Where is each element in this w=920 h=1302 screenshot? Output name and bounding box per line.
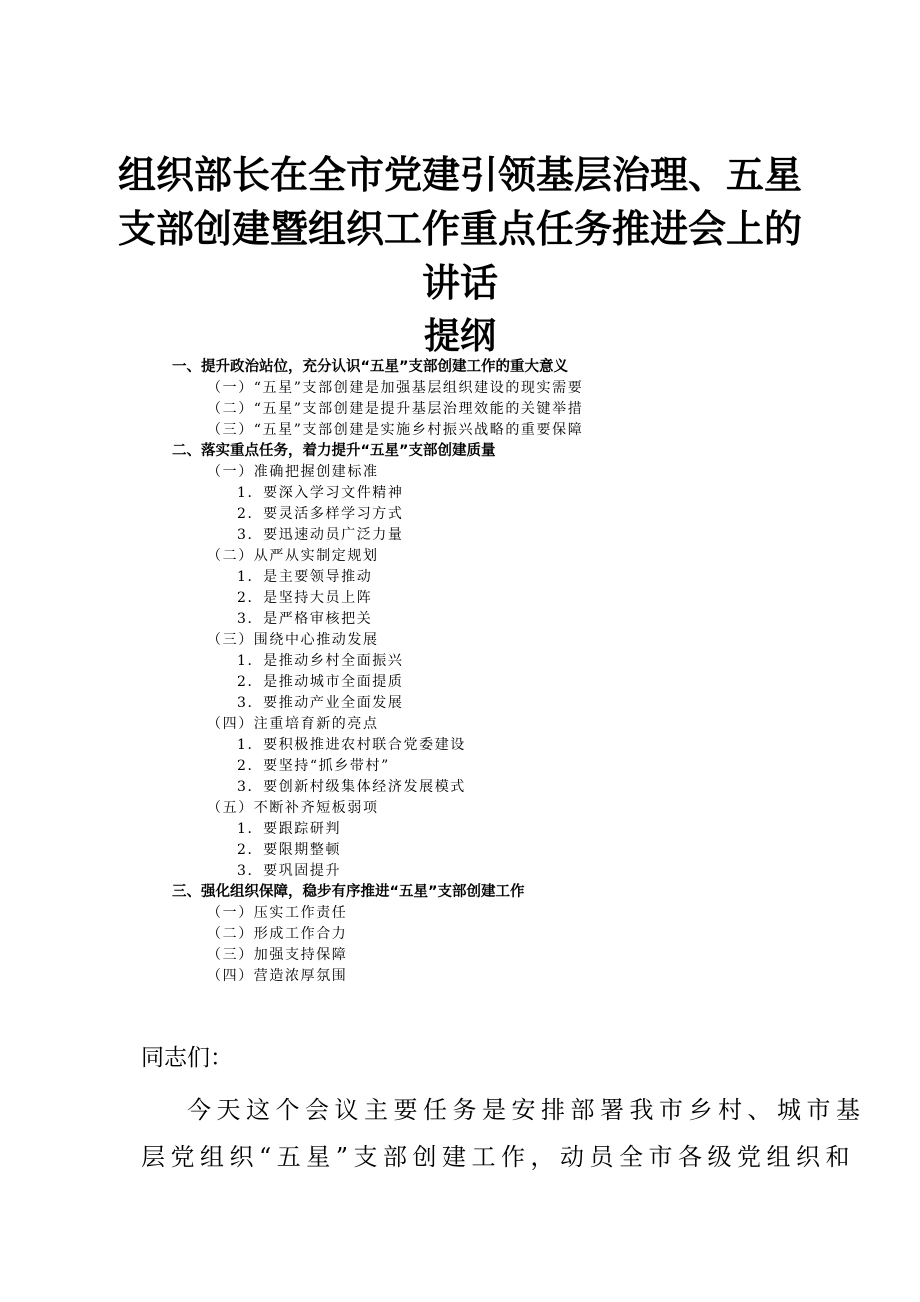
outline-item-level-3: 2．是推动城市全面提质: [237, 674, 404, 690]
title-line-1: 组织部长在全市党建引领基层治理、五星: [117, 153, 802, 197]
outline-item-level-2: （一）准确把握创建标准: [207, 464, 379, 480]
outline-item-level-2: （四）营造浓厚氛围: [207, 968, 348, 984]
outline-item-level-3: 3．是严格审核把关: [237, 611, 373, 627]
outline-item-level-2: （四）注重培育新的亮点: [207, 716, 379, 732]
outline-item-level-3: 1．要跟踪研判: [237, 821, 342, 837]
outline-item-level-1: 一、提升政治站位，充分认识“五星”支部创建工作的重大意义: [172, 359, 569, 375]
outline-item-level-2: （三）围绕中心推动发展: [207, 632, 379, 648]
outline-item-level-2: （一）压实工作责任: [207, 905, 348, 921]
outline-item-level-3: 1．要深入学习文件精神: [237, 485, 404, 501]
outline-item-level-2: （二）形成工作合力: [207, 926, 348, 942]
outline-list: [0, 357, 920, 987]
outline-item-level-3: 1．是推动乡村全面振兴: [237, 653, 404, 669]
outline-item-level-3: 3．要创新村级集体经济发展模式: [237, 779, 466, 795]
outline-item-level-2: （五）不断补齐短板弱项: [207, 800, 379, 816]
salutation: 同志们：: [141, 1045, 233, 1071]
outline-item-level-2: （三）加强支持保障: [207, 947, 348, 963]
outline-item-level-2: （三）“五星”支部创建是实施乡村振兴战略的重要保障: [207, 422, 584, 438]
paragraph-line-1: 今天这个会议主要任务是安排部署我市乡村、城市基: [187, 1096, 866, 1124]
outline-item-level-3: 3．要推动产业全面发展: [237, 695, 404, 711]
title-block: [0, 148, 920, 364]
outline-item-level-2: （二）从严从实制定规划: [207, 548, 379, 564]
outline-item-level-1: 二、落实重点任务，着力提升“五星”支部创建质量: [172, 443, 496, 459]
outline-item-level-3: 2．要限期整顿: [237, 842, 342, 858]
paragraph-line-2: 层党组织“五星”支部创建工作，动员全市各级党组织和: [141, 1143, 856, 1171]
outline-item-level-2: （一）“五星”支部创建是加强基层组织建设的现实需要: [207, 380, 584, 396]
outline-item-level-1: 三、强化组织保障，稳步有序推进“五星”支部创建工作: [172, 884, 525, 900]
outline-item-level-3: 3．要巩固提升: [237, 863, 342, 879]
outline-item-level-2: （二）“五星”支部创建是提升基层治理效能的关键举措: [207, 401, 584, 417]
outline-item-level-3: 3．要迅速动员广泛力量: [237, 527, 404, 543]
outline-item-level-3: 2．是坚持大员上阵: [237, 590, 373, 606]
outline-item-level-3: 1．是主要领导推动: [237, 569, 373, 585]
outline-heading: 提纲: [423, 316, 496, 357]
outline-item-level-3: 2．要坚持“抓乡带村”: [237, 758, 390, 774]
outline-item-level-3: 2．要灵活多样学习方式: [237, 506, 404, 522]
title-line-3: 讲话: [421, 261, 498, 305]
outline-item-level-3: 1．要积极推进农村联合党委建设: [237, 737, 466, 753]
title-line-2: 支部创建暨组织工作重点任务推进会上的: [117, 207, 802, 251]
